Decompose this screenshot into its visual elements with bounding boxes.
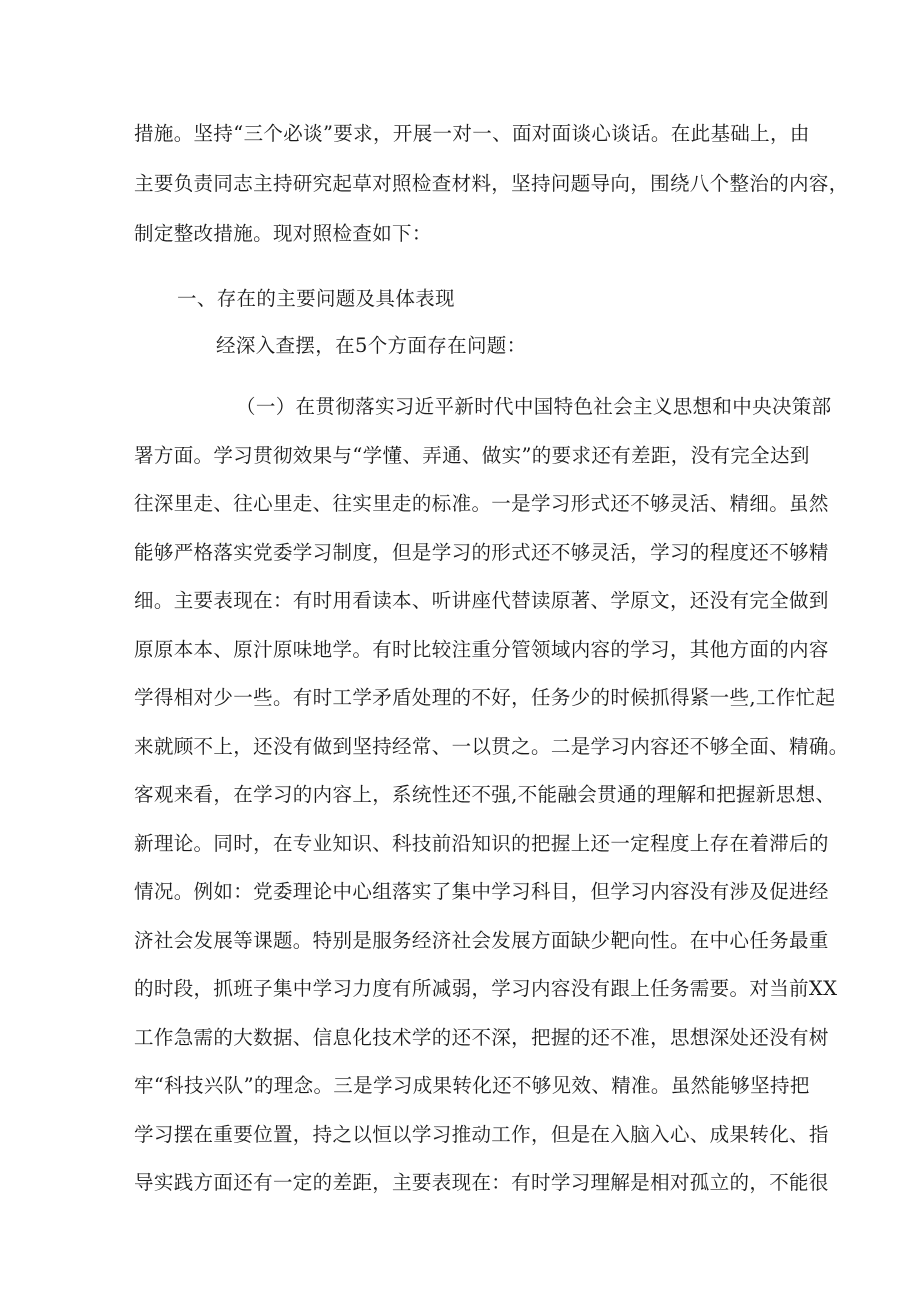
paragraph-line: 细。主要表现在：有时用看读本、听讲座代替读原著、学原文，还没有完全做到: [134, 589, 829, 612]
paragraph-line: 学习摆在重要位置，持之以恒以学习推动工作，但是在入脑入心、成果转化、指: [134, 1123, 829, 1146]
paragraph-line: 导实践方面还有一定的差距，主要表现在：有时学习理解是相对孤立的，不能很: [134, 1171, 829, 1194]
paragraph-line: 客观来看，在学习的内容上，系统性还不强,不能融会贯通的理解和把握新思想、: [134, 783, 836, 806]
subsection-heading-line: （一）在贯彻落实习近平新时代中国特色社会主义思想和中央决策部: [236, 395, 832, 418]
intro-line: 经深入查摆，在5个方面存在问题：: [216, 334, 527, 357]
paragraph-line: 措施。坚持“三个必谈”要求，开展一对一、面对面谈心谈话。在此基础上，由: [134, 122, 810, 145]
paragraph-line: 工作急需的大数据、信息化技术学的还不深，把握的还不准，思想深处还没有树: [134, 1026, 829, 1049]
section-heading: 一、存在的主要问题及具体表现: [177, 287, 455, 310]
paragraph-line: 署方面。学习贯彻效果与“学懂、弄通、做实”的要求还有差距，没有完全达到: [134, 444, 810, 467]
paragraph-line: 学得相对少一些。有时工学矛盾处理的不好，任务少的时候抓得紧一些,工作忙起: [134, 686, 836, 709]
paragraph-line: 情况。例如：党委理论中心组落实了集中学习科目，但学习内容没有涉及促进经: [134, 880, 829, 903]
paragraph-line: 新理论。同时，在专业知识、科技前沿知识的把握上还一定程度上存在着滞后的: [134, 832, 829, 855]
paragraph-line: 济社会发展等课题。特别是服务经济社会发展方面缺少靶向性。在中心任务最重: [134, 929, 829, 952]
paragraph-line: 的时段，抓班子集中学习力度有所减弱，学习内容没有跟上任务需要。对当前XX: [134, 977, 838, 1000]
paragraph-line: 制定整改措施。现对照检查如下：: [134, 222, 432, 245]
paragraph-line: 往深里走、往心里走、往实里走的标准。一是学习形式还不够灵活、精细。虽然: [134, 492, 829, 515]
paragraph-line: 主要负责同志主持研究起草对照检查材料，坚持问题导向，围绕八个整治的内容，: [134, 172, 849, 195]
paragraph-line: 能够严格落实党委学习制度，但是学习的形式还不够灵活，学习的程度还不够精: [134, 541, 829, 564]
paragraph-line: 牢“科技兴队”的理念。三是学习成果转化还不够见效、精准。虽然能够坚持把: [134, 1074, 810, 1097]
paragraph-line: 原原本本、原汁原味地学。有时比较注重分管领域内容的学习，其他方面的内容: [134, 638, 829, 661]
paragraph-line: 来就顾不上，还没有做到坚持经常、一以贯之。二是学习内容还不够全面、精确。: [134, 735, 849, 758]
